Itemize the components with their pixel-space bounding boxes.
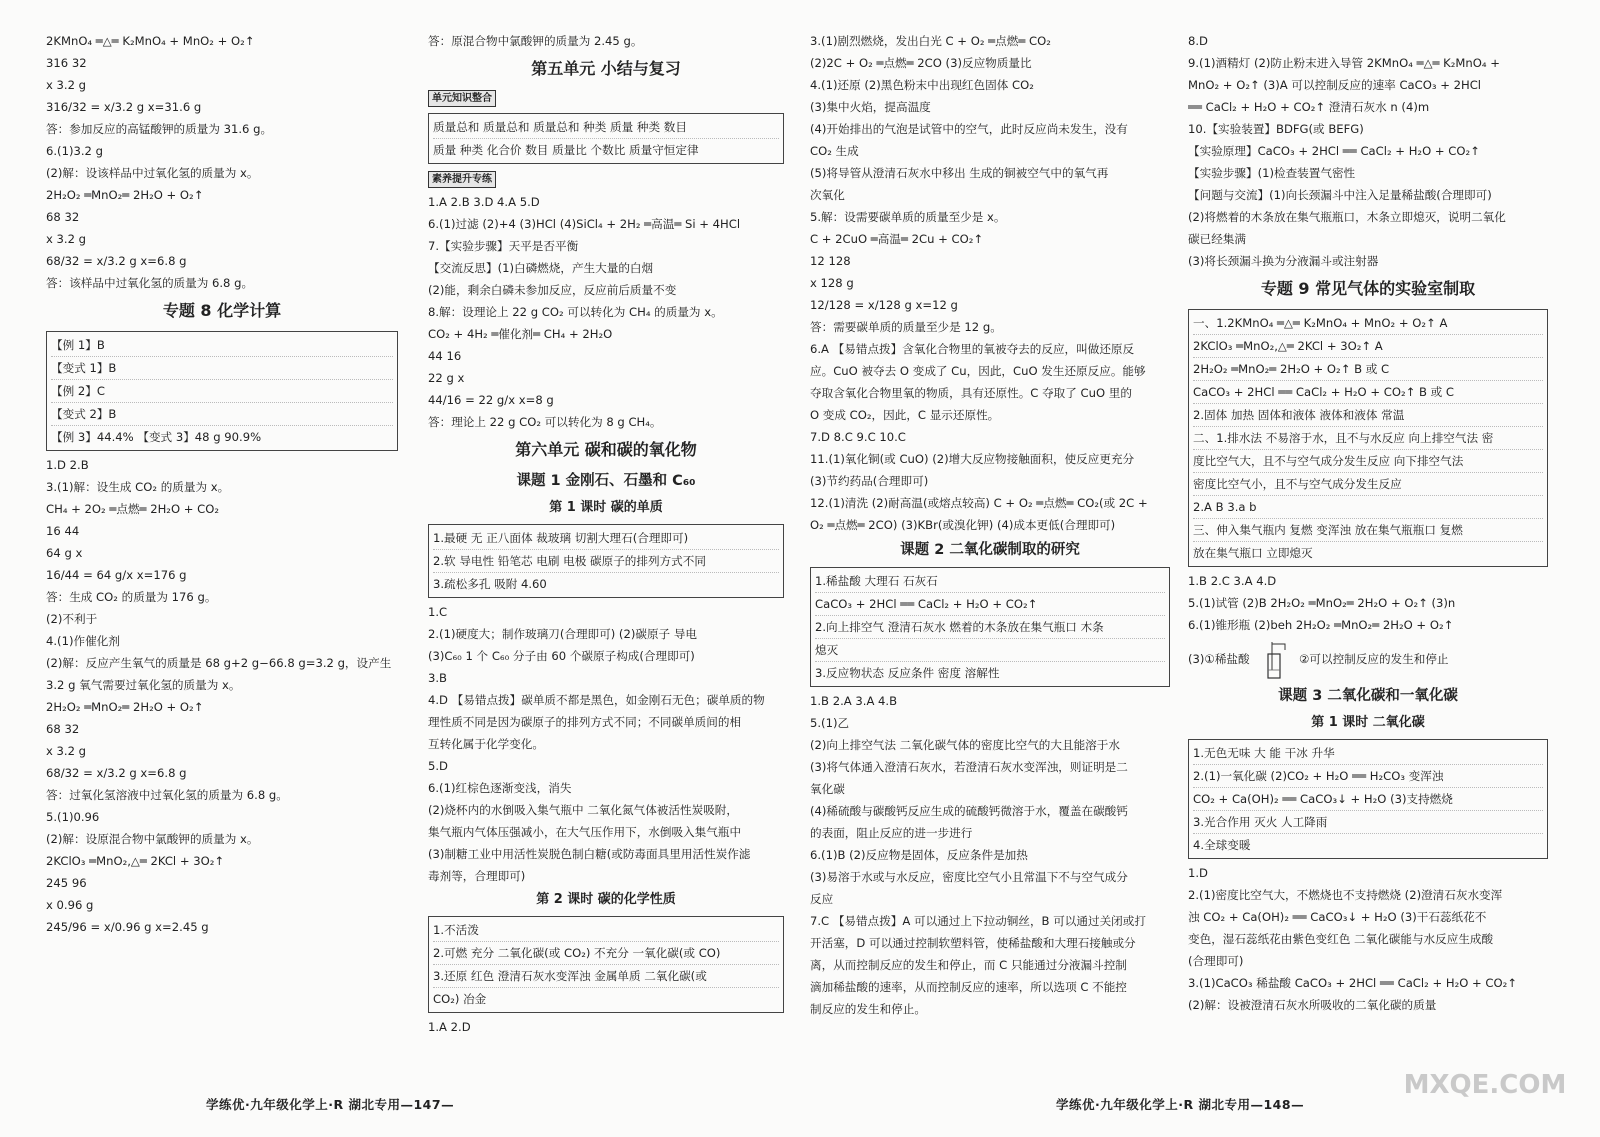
text-line: 3.(1)CaCO₃ 稀盐酸 CaCO₃ + 2HCl ══ CaCl₂ + H₂O + CO₂↑ bbox=[1188, 976, 1518, 990]
text-line: (2)将燃着的木条放在集气瓶瓶口，木条立即熄灭，说明二氧化 bbox=[1188, 210, 1506, 224]
apparatus-label-right: ②可以控制反应的发生和停止 bbox=[1298, 652, 1449, 666]
text-line: x 128 g bbox=[810, 276, 854, 290]
text-line: 3.还原 红色 澄清石灰水变浑浊 金属单质 二氧化碳(或 bbox=[433, 965, 779, 988]
text-line: 316/32 = x/3.2 g x=31.6 g bbox=[46, 100, 202, 114]
text-line: 集气瓶内气体压强减小，在大气压作用下，水倒吸入集气瓶中 bbox=[428, 825, 742, 839]
text-line: 一、1.2KMnO₄ ═△═ K₂MnO₄ + MnO₂ + O₂↑ A bbox=[1193, 312, 1543, 335]
text-line: CO₂) 冶金 bbox=[433, 992, 487, 1006]
text-line: C + 2CuO ═高温═ 2Cu + CO₂↑ bbox=[810, 232, 984, 246]
text-line: x 3.2 g bbox=[46, 744, 87, 758]
text-line: 三、伸入集气瓶内 复燃 变浑浊 放在集气瓶瓶口 复燃 bbox=[1193, 519, 1543, 542]
text-line: 5.(1)乙 bbox=[810, 716, 850, 730]
text-line: CO₂ + Ca(OH)₂ ══ CaCO₃↓ + H₂O (3)支持燃烧 bbox=[1193, 788, 1543, 811]
text-line: 4.全球变暖 bbox=[1193, 838, 1251, 852]
text-line: (5)将导管从澄清石灰水中移出 生成的铜被空气中的氧气再 bbox=[810, 166, 1109, 180]
text-line: 【问题与交流】(1)向长颈漏斗中注入足量稀盐酸(合理即可) bbox=[1188, 188, 1492, 202]
text-line: 答：生成 CO₂ 的质量为 176 g。 bbox=[46, 590, 217, 604]
text-line: 5.(1)0.96 bbox=[46, 810, 100, 824]
text-line: 245/96 = x/0.96 g x=2.45 g bbox=[46, 920, 209, 934]
text-line: O₂ ═点燃═ 2CO) (3)KBr(或溴化钾) (4)成本更低(合理即可) bbox=[810, 518, 1116, 532]
text-line: (2)解：设原混合物中氯酸钾的质量为 x。 bbox=[46, 832, 259, 846]
text-line: 3.2 g 氧气需要过氧化氢的质量为 x。 bbox=[46, 678, 241, 692]
lesson-heading: 课题 3 二氧化碳和一氧化碳 bbox=[1278, 688, 1458, 704]
answer-box bbox=[46, 331, 398, 451]
page-footer-left: 学练优·九年级化学上·R 湖北专用—147— bbox=[206, 1097, 455, 1112]
text-line: 12 128 bbox=[810, 254, 851, 268]
col1-block-b bbox=[46, 454, 398, 938]
text-line: 【变式 2】B bbox=[51, 403, 393, 426]
period-heading: 第 1 课时 碳的单质 bbox=[549, 500, 663, 515]
text-line: 1.A 2.D bbox=[428, 1020, 471, 1034]
text-line: 【实验步骤】(1)检查装置气密性 bbox=[1188, 166, 1356, 180]
text-line: (2)不利于 bbox=[46, 612, 98, 626]
text-line: x 3.2 g bbox=[46, 78, 87, 92]
text-line: 二、1.排水法 不易溶于水，且不与水反应 向上排空气法 密 bbox=[1193, 427, 1543, 450]
text-line: 6.(1)红棕色逐渐变浅，消失 bbox=[428, 781, 572, 795]
text-line: 3.(1)剧烈燃烧，发出白光 C + O₂ ═点燃═ CO₂ bbox=[810, 34, 1051, 48]
period-heading: 第 1 课时 二氧化碳 bbox=[1311, 715, 1425, 730]
text-line: 1.D bbox=[1188, 866, 1208, 880]
section-heading: 专题 8 化学计算 bbox=[162, 301, 282, 320]
text-line: CaCO₃ + 2HCl ══ CaCl₂ + H₂O + CO₂↑ B 或 C bbox=[1193, 381, 1543, 404]
col1-block-a bbox=[46, 30, 398, 294]
text-line: O 变成 CO₂，因此，C 显示还原性。 bbox=[810, 408, 1000, 422]
text-line: 【实验原理】CaCO₃ + 2HCl ══ CaCl₂ + H₂O + CO₂↑ bbox=[1188, 144, 1480, 158]
text-line: 68/32 = x/3.2 g x=6.8 g bbox=[46, 766, 187, 780]
text-line: 6.(1)B (2)反应物是固体，反应条件是加热 bbox=[810, 848, 1028, 862]
section-tag: 单元知识整合 bbox=[428, 90, 496, 107]
text-line: ══ CaCl₂ + H₂O + CO₂↑ 澄清石灰水 n (4)m bbox=[1188, 100, 1430, 114]
text-line: (3)将气体通入澄清石灰水，若澄清石灰水变浑浊，则证明是二 bbox=[810, 760, 1128, 774]
text-line: 6.A 【易错点拨】含氧化合物里的氧被夺去的反应，叫做还原反 bbox=[810, 342, 1135, 356]
answer-box bbox=[1188, 739, 1548, 859]
text-line: 7.【实验步骤】天平是否平衡 bbox=[428, 239, 579, 253]
text-line: 1.最硬 无 正八面体 裁玻璃 切割大理石(合理即可) bbox=[433, 527, 779, 550]
section-heading: 专题 9 常见气体的实验室制取 bbox=[1260, 279, 1476, 298]
lesson-heading: 课题 1 金刚石、石墨和 C₆₀ bbox=[516, 473, 696, 489]
text-line: 质量 种类 化合价 数目 质量比 个数比 质量守恒定律 bbox=[433, 143, 699, 157]
text-line: 11.(1)氧化铜(或 CuO) (2)增大反应物接触面积，使反应更充分 bbox=[810, 452, 1135, 466]
text-line: 答：理论上 22 g CO₂ 可以转化为 8 g CH₄。 bbox=[428, 415, 662, 429]
text-line: 4.(1)作催化剂 bbox=[46, 634, 120, 648]
text-line: 5.(1)试管 (2)B 2H₂O₂ ═MnO₂═ 2H₂O + O₂↑ (3)n bbox=[1188, 596, 1456, 610]
text-line: 答：该样品中过氧化氢的质量为 6.8 g。 bbox=[46, 276, 254, 290]
text-line: 44 16 bbox=[428, 349, 462, 363]
text-line: 滴加稀盐酸的速率，从而控制反应的速率，所以选项 C 不能控 bbox=[810, 980, 1127, 994]
text-line: 【变式 1】B bbox=[51, 357, 393, 380]
text-line: 开活塞，D 可以通过控制软塑料管，使稀盐酸和大理石接触或分 bbox=[810, 936, 1136, 950]
text-line: 互转化属于化学变化。 bbox=[428, 737, 544, 751]
text-line: (2)烧杯内的水倒吸入集气瓶中 二氧化氮气体被活性炭吸附， bbox=[428, 803, 738, 817]
text-line: 1.B 2.C 3.A 4.D bbox=[1188, 574, 1277, 588]
text-line: 【例 1】B bbox=[51, 334, 393, 357]
page-footer-right: 学练优·九年级化学上·R 湖北专用—148— bbox=[1056, 1097, 1305, 1112]
text-line: 1.B 2.A 3.A 4.B bbox=[810, 694, 898, 708]
text-line: 1.D 2.B bbox=[46, 458, 89, 472]
text-line: 制反应的发生和停止。 bbox=[810, 1002, 926, 1016]
text-line: 2.(1)密度比空气大，不燃烧也不支持燃烧 (2)澄清石灰水变浑 bbox=[1188, 888, 1503, 902]
text-line: 离，从而控制反应的发生和停止，而 C 只能通过分液漏斗控制 bbox=[810, 958, 1127, 972]
text-line: 3.B bbox=[428, 671, 448, 685]
text-line: 2.软 导电性 铅笔芯 电刷 电极 碳原子的排列方式不同 bbox=[433, 550, 779, 573]
section-tag: 素养提升专练 bbox=[428, 171, 496, 188]
text-line: 2.固体 加热 固体和液体 液体和液体 常温 bbox=[1193, 404, 1543, 427]
text-line: 7.C 【易错点拨】A 可以通过上下拉动铜丝，B 可以通过关闭或打 bbox=[810, 914, 1146, 928]
text-line: 答：过氧化氢溶液中过氧化氢的质量为 6.8 g。 bbox=[46, 788, 288, 802]
text-line: (2)解：设被澄清石灰水所吸收的二氧化碳的质量 bbox=[1188, 998, 1437, 1012]
text-line: (2)解：反应产生氧气的质量是 68 g+2 g−66.8 g=3.2 g，设产生 bbox=[46, 656, 392, 670]
text-line: CO₂ + 4H₂ ═催化剂═ CH₄ + 2H₂O bbox=[428, 327, 613, 341]
text-line: 毒剂等，合理即可) bbox=[428, 869, 526, 883]
lesson-heading: 课题 2 二氧化碳制取的研究 bbox=[900, 542, 1080, 558]
text-line: 2H₂O₂ ═MnO₂═ 2H₂O + O₂↑ B 或 C bbox=[1193, 358, 1543, 381]
text-line: 7.D 8.C 9.C 10.C bbox=[810, 430, 906, 444]
period-heading: 第 2 课时 碳的化学性质 bbox=[536, 892, 676, 907]
text-line: 6.(1)3.2 g bbox=[46, 144, 103, 158]
text-line: (2)能，剩余白磷未参加反应，反应前后质量不变 bbox=[428, 283, 677, 297]
text-line: 4.D 【易错点拨】碳单质不都是黑色，如金刚石无色；碳单质的物 bbox=[428, 693, 765, 707]
answer-box bbox=[428, 113, 784, 164]
text-line: 68 32 bbox=[46, 210, 80, 224]
text-line: 2.可燃 充分 二氧化碳(或 CO₂) 不充分 一氧化碳(或 CO) bbox=[433, 942, 779, 965]
text-line: (3)节约药品(合理即可) bbox=[810, 474, 929, 488]
text-line: 质量总和 质量总和 质量总和 种类 质量 种类 数目 bbox=[433, 116, 779, 139]
text-line: 2.向上排空气 澄清石灰水 燃着的木条放在集气瓶口 木条 bbox=[815, 616, 1165, 639]
text-line: 【交流反思】(1)白磷燃烧，产生大量的白烟 bbox=[428, 261, 654, 275]
text-line: 316 32 bbox=[46, 56, 87, 70]
text-line: 3.反应物状态 反应条件 密度 溶解性 bbox=[815, 666, 1000, 680]
apparatus-line bbox=[1188, 636, 1548, 682]
text-line: (合理即可) bbox=[1188, 954, 1244, 968]
text-line: 2KClO₃ ═MnO₂,△═ 2KCl + 3O₂↑ A bbox=[1193, 335, 1543, 358]
text-line: 64 g x bbox=[46, 546, 83, 560]
text-line: 2H₂O₂ ═MnO₂═ 2H₂O + O₂↑ bbox=[46, 188, 204, 202]
answer-box bbox=[428, 524, 784, 598]
text-line: 22 g x bbox=[428, 371, 465, 385]
text-line: 夺取含氧化合物里氧的物质，具有还原性。C 夺取了 CuO 里的 bbox=[810, 386, 1132, 400]
text-line: 5.D bbox=[428, 759, 448, 773]
text-line: 12/128 = x/128 g x=12 g bbox=[810, 298, 958, 312]
text-line: 44/16 = 22 g/x x=8 g bbox=[428, 393, 554, 407]
text-line: (3)易溶于水或与水反应，密度比空气小且常温下不与空气成分 bbox=[810, 870, 1128, 884]
text-line: x 3.2 g bbox=[46, 232, 87, 246]
text-line: 3.疏松多孔 吸附 4.60 bbox=[433, 577, 547, 591]
text-line: 3.光合作用 灭火 人工降雨 bbox=[1193, 811, 1543, 834]
text-line: 1.无色无味 大 能 干冰 升华 bbox=[1193, 742, 1543, 765]
text-line: 3.(1)解：设生成 CO₂ 的质量为 x。 bbox=[46, 480, 230, 494]
text-line: 68/32 = x/3.2 g x=6.8 g bbox=[46, 254, 187, 268]
answer-box bbox=[428, 916, 784, 1013]
unit-heading: 第六单元 碳和碳的氧化物 bbox=[515, 440, 697, 459]
text-line: 度比空气大，且不与空气成分发生反应 向下排空气法 bbox=[1193, 450, 1543, 473]
text-line: (4)稀硫酸与碳酸钙反应生成的硫酸钙微溶于水，覆盖在碳酸钙 bbox=[810, 804, 1128, 818]
column-2 bbox=[428, 30, 784, 1038]
text-line: 1.A 2.B 3.D 4.A 5.D bbox=[428, 195, 540, 209]
unit-heading: 第五单元 小结与复习 bbox=[531, 59, 681, 78]
text-line: 2.A B 3.a b bbox=[1193, 496, 1543, 519]
text-line: 理性质不同是因为碳原子的排列方式不同；不同碳单质间的相 bbox=[428, 715, 742, 729]
column-1 bbox=[46, 30, 398, 938]
text-line: 10.【实验装置】BDFG(或 BEFG) bbox=[1188, 122, 1364, 136]
text-line: 6.(1)锥形瓶 (2)beh 2H₂O₂ ═MnO₂═ 2H₂O + O₂↑ bbox=[1188, 618, 1454, 632]
flask-apparatus-icon bbox=[1259, 640, 1289, 680]
text-line: 应。CuO 被夺去 O 变成了 Cu，因此，CuO 发生还原反应。能够 bbox=[810, 364, 1146, 378]
text-line: 【例 3】44.4% 【变式 3】48 g 90.9% bbox=[51, 430, 262, 444]
text-line: 反应 bbox=[810, 892, 834, 906]
text-line: (2)2C + O₂ ═点燃═ 2CO (3)反应物质量比 bbox=[810, 56, 1032, 70]
answer-box bbox=[1188, 309, 1548, 567]
text-line: (3)集中火焰，提高温度 bbox=[810, 100, 931, 114]
text-line: 12.(1)清洗 (2)耐高温(或熔点较高) C + O₂ ═点燃═ CO₂(或 2C + bbox=[810, 496, 1148, 510]
text-line: CH₄ + 2O₂ ═点燃═ 2H₂O + CO₂ bbox=[46, 502, 220, 516]
text-line: 8.D bbox=[1188, 34, 1208, 48]
text-line: 【例 2】C bbox=[51, 380, 393, 403]
text-line: 4.(1)还原 (2)黑色粉末中出现红色固体 CO₂ bbox=[810, 78, 1034, 92]
text-line: (3)C₆₀ 1 个 C₆₀ 分子由 60 个碳原子构成(合理即可) bbox=[428, 649, 695, 663]
text-line: 氧化碳 bbox=[810, 782, 845, 796]
text-line: 5.解：设需要碳单质的质量至少是 x。 bbox=[810, 210, 1006, 224]
text-line: 密度比空气小，且不与空气成分发生反应 bbox=[1193, 473, 1543, 496]
text-line: 245 96 bbox=[46, 876, 87, 890]
text-line: 2.(1)硬度大；制作玻璃刀(合理即可) (2)碳原子 导电 bbox=[428, 627, 698, 641]
text-line: 9.(1)酒精灯 (2)防止粉末进入导管 2KMnO₄ ═△═ K₂MnO₄ + bbox=[1188, 56, 1500, 70]
text-line: 碳已经集满 bbox=[1188, 232, 1246, 246]
text-line: 8.解：设理论上 22 g CO₂ 可以转化为 CH₄ 的质量为 x。 bbox=[428, 305, 723, 319]
text-line: 16/44 = 64 g/x x=176 g bbox=[46, 568, 187, 582]
text-line: 答：需要碳单质的质量至少是 12 g。 bbox=[810, 320, 1002, 334]
text-line: (2)向上排空气法 二氧化碳气体的密度比空气的大且能溶于水 bbox=[810, 738, 1120, 752]
text-line: 1.稀盐酸 大理石 石灰石 bbox=[815, 570, 1165, 593]
text-line: (2)解：设该样品中过氧化氢的质量为 x。 bbox=[46, 166, 259, 180]
text-line: (4)开始排出的气泡是试管中的空气，此时反应尚未发生，没有 bbox=[810, 122, 1128, 136]
text-line: (3)将长颈漏斗换为分液漏斗或注射器 bbox=[1188, 254, 1379, 268]
text-line: 2.(1)一氧化碳 (2)CO₂ + H₂O ══ H₂CO₃ 变浑浊 bbox=[1193, 765, 1543, 788]
answer-box bbox=[810, 567, 1170, 687]
text-line: 浊 CO₂ + Ca(OH)₂ ══ CaCO₃↓ + H₂O (3)干石蕊纸花不 bbox=[1188, 910, 1487, 924]
text-line: 答：参加反应的高锰酸钾的质量为 31.6 g。 bbox=[46, 122, 273, 136]
text-line: 1.C bbox=[428, 605, 448, 619]
text-line: 的表面，阻止反应的进一步进行 bbox=[810, 826, 973, 840]
text-line: 答：原混合物中氯酸钾的质量为 2.45 g。 bbox=[428, 34, 643, 48]
apparatus-label-left: (3)①稀盐酸 bbox=[1188, 652, 1250, 666]
text-line: 熄灭 bbox=[815, 639, 1165, 662]
column-4 bbox=[1188, 30, 1548, 1016]
text-line: 2KClO₃ ═MnO₂,△═ 2KCl + 3O₂↑ bbox=[46, 854, 225, 868]
text-line: 放在集气瓶口 立即熄灭 bbox=[1193, 546, 1313, 560]
text-line: CO₂ 生成 bbox=[810, 144, 859, 158]
text-line: CaCO₃ + 2HCl ══ CaCl₂ + H₂O + CO₂↑ bbox=[815, 593, 1165, 616]
text-line: 变色，湿石蕊纸花由紫色变红色 二氧化碳能与水反应生成酸 bbox=[1188, 932, 1494, 946]
text-line: 2KMnO₄ ═△═ K₂MnO₄ + MnO₂ + O₂↑ bbox=[46, 34, 255, 48]
watermark-logo: MXQE.COM bbox=[1403, 1070, 1567, 1100]
column-3 bbox=[810, 30, 1170, 1020]
text-line: 6.(1)过滤 (2)+4 (3)HCl (4)SiCl₄ + 2H₂ ═高温═ Si + 4HCl bbox=[428, 217, 741, 231]
text-line: 2H₂O₂ ═MnO₂═ 2H₂O + O₂↑ bbox=[46, 700, 204, 714]
text-line: 1.不活泼 bbox=[433, 919, 779, 942]
text-line: x 0.96 g bbox=[46, 898, 94, 912]
text-line: (3)制糖工业中用活性炭脱色制白糖(或防毒面具里用活性炭作滤 bbox=[428, 847, 751, 861]
text-line: 次氧化 bbox=[810, 188, 845, 202]
text-line: 68 32 bbox=[46, 722, 80, 736]
text-line: 16 44 bbox=[46, 524, 80, 538]
text-line: MnO₂ + O₂↑ (3)A 可以控制反应的速率 CaCO₃ + 2HCl bbox=[1188, 78, 1482, 92]
